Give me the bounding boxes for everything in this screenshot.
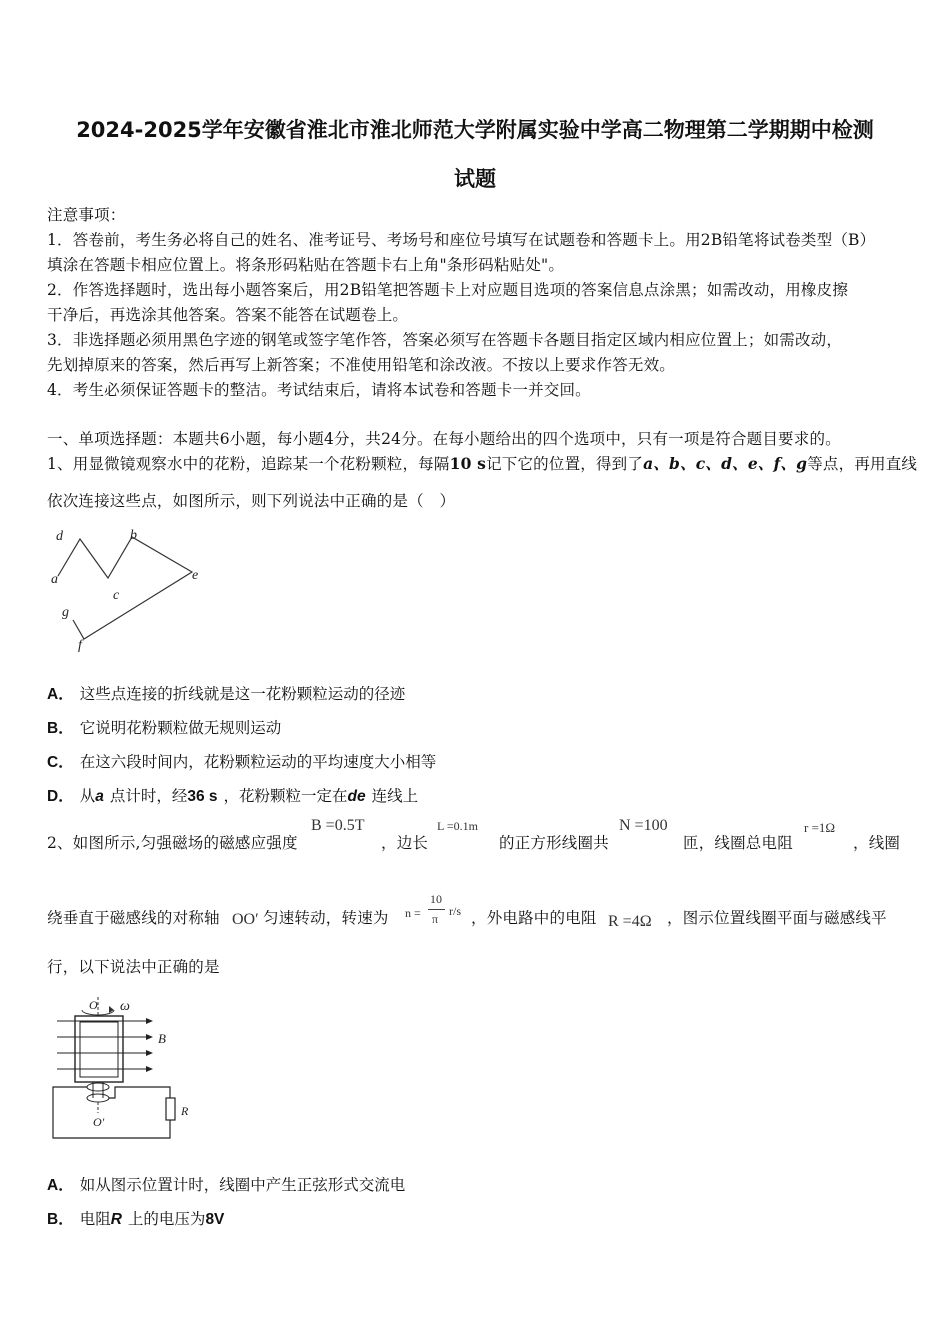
option-letter: A． <box>47 1177 74 1194</box>
q2-text: ，外电路中的电阻 <box>471 909 597 927</box>
q2-text: 的正方形线圈共 <box>499 834 609 852</box>
page-title: 2024-2025学年安徽省淮北市淮北师范大学附属实验中学高二物理第二学期期中检测 <box>76 118 874 142</box>
label-e: e <box>192 568 199 583</box>
math-n-lhs: n = <box>405 906 421 920</box>
option-text: 它说明花粉颗粒做无规则运动 <box>79 719 282 737</box>
math-n-den: π <box>432 912 439 926</box>
option-var: a <box>95 788 104 805</box>
q1-option-b <box>47 716 281 738</box>
label-R: R <box>181 1104 189 1118</box>
option-text: 连线上 <box>371 787 419 805</box>
section-heading: 一、单项选择题：本题共6小题，每小题4分，共24分。在每小题给出的四个选项中，只有一项是符合题目要求的。 <box>47 430 841 448</box>
q1-stem-line2: 依次连接这些点，如图所示，则下列说法中正确的是（ ） <box>47 492 456 510</box>
q1-interval: 10 s <box>449 454 487 473</box>
label-c: c <box>113 588 120 603</box>
option-text: ，花粉颗粒一定在 <box>223 787 348 805</box>
q2-text: ，线圈 <box>853 834 901 852</box>
q1-option-c <box>47 750 436 772</box>
option-text: 点计时，经 <box>109 787 188 805</box>
q2-figure <box>45 995 205 1145</box>
q2-option-b <box>47 1207 230 1229</box>
option-text: 如从图示位置计时，线圈中产生正弦形式交流电 <box>79 1176 406 1194</box>
option-time: 36 s <box>187 788 218 805</box>
option-text: 在这六段时间内，花粉颗粒运动的平均速度大小相等 <box>79 753 437 771</box>
fraction-bar <box>428 909 445 910</box>
option-var: R <box>110 1211 122 1228</box>
math-axis: OO′ <box>232 911 259 928</box>
label-a: a <box>51 572 58 587</box>
slip-ring <box>87 1083 109 1091</box>
q2-stem-line2: 绕垂直于磁感线的对称轴 <box>47 909 220 927</box>
trajectory-polyline <box>58 537 192 639</box>
label-d: d <box>56 529 63 544</box>
math-R: R =4Ω <box>608 913 652 930</box>
notice-line: 3．非选择题必须用黑色字迹的钢笔或签字笔作答，答案必须写在答题卡各题目指定区域内相应位置上；如需改动， <box>47 331 843 349</box>
q1-points: a、b、c、d、e、f、g <box>643 454 808 473</box>
math-n-num: 10 <box>430 892 442 906</box>
label-b: b <box>130 528 137 543</box>
option-text: 电阻 <box>79 1210 111 1228</box>
option-letter: A． <box>47 686 74 703</box>
field-arrow <box>146 1066 153 1072</box>
option-letter: B． <box>47 1211 74 1228</box>
option-value: 8V <box>205 1211 225 1228</box>
field-arrow <box>146 1018 153 1024</box>
field-arrow <box>146 1034 153 1040</box>
field-arrow <box>146 1050 153 1056</box>
option-letter: B． <box>47 720 74 737</box>
q1-option-d <box>47 784 418 806</box>
math-r: r =1Ω <box>804 820 836 835</box>
circuit-wire <box>53 1087 170 1138</box>
notice-line: 填涂在答题卡相应位置上。将条形码粘贴在答题卡右上角"条形码粘贴处"。 <box>47 256 565 274</box>
circuit-wire <box>109 1087 170 1098</box>
label-O: O <box>89 998 98 1012</box>
q1-stem-line1 <box>47 452 917 474</box>
option-text: 这些点连接的折线就是这一花粉颗粒运动的径迹 <box>79 685 406 703</box>
label-O-prime: O′ <box>93 1115 105 1129</box>
notice-line: 先划掉原来的答案，然后再写上新答案；不准使用铅笔和涂改液。不按以上要求作答无效。 <box>47 356 676 374</box>
option-var: de <box>347 788 366 805</box>
math-N: N =100 <box>619 817 668 834</box>
q2-stem-line3: 行，以下说法中正确的是 <box>47 958 220 976</box>
notice-line: 干净后，再选涂其他答案。答案不能答在试题卷上。 <box>47 306 409 324</box>
q1-text: 等点，再用直线 <box>807 455 918 473</box>
q2-text: 2、如图所示,匀强磁场的磁感应强度 <box>47 834 298 852</box>
option-text: 从 <box>79 787 96 805</box>
coil <box>75 1016 123 1082</box>
label-g: g <box>62 605 69 620</box>
q2-text: 匀速转动，转速为 <box>263 909 389 927</box>
q2-text: 匝，线圈总电阻 <box>683 834 793 852</box>
page-title-cont: 试题 <box>454 167 496 191</box>
option-letter: D． <box>47 788 74 805</box>
label-omega: ω <box>120 999 130 1014</box>
resistor <box>166 1098 175 1120</box>
notice-line: 1．答卷前，考生务必将自己的姓名、准考证号、考场号和座位号填写在试题卷和答题卡上。用2B铅笔将试卷类型（B） <box>47 231 876 249</box>
option-text: 上的电压为 <box>127 1210 206 1228</box>
q1-text: 1、用显微镜观察水中的花粉，追踪某一个花粉颗粒，每隔 <box>47 455 450 473</box>
q1-option-a <box>47 682 405 704</box>
option-letter: C． <box>47 754 74 771</box>
notice-heading: 注意事项： <box>47 206 126 224</box>
q2-stem-line1 <box>47 831 298 853</box>
q2-option-a <box>47 1173 405 1195</box>
math-L: L =0.1m <box>437 819 478 833</box>
label-B: B <box>158 1031 166 1046</box>
q2-text: ，边长 <box>381 834 429 852</box>
q1-text: 记下它的位置，得到了 <box>486 455 644 473</box>
label-f: f <box>78 638 82 653</box>
notice-line: 4．考生必须保证答题卡的整洁。考试结束后，请将本试卷和答题卡一并交回。 <box>47 381 591 399</box>
math-B: B =0.5T <box>311 817 365 834</box>
q1-figure <box>45 525 210 655</box>
math-n-unit: r/s <box>449 904 461 918</box>
q2-text: ，图示位置线圈平面与磁感线平 <box>667 909 887 927</box>
slip-ring <box>87 1094 109 1102</box>
notice-line: 2．作答选择题时，选出每小题答案后，用2B铅笔把答题卡上对应题目选项的答案信息点涂黑；如需改动，用橡皮擦 <box>47 281 849 299</box>
